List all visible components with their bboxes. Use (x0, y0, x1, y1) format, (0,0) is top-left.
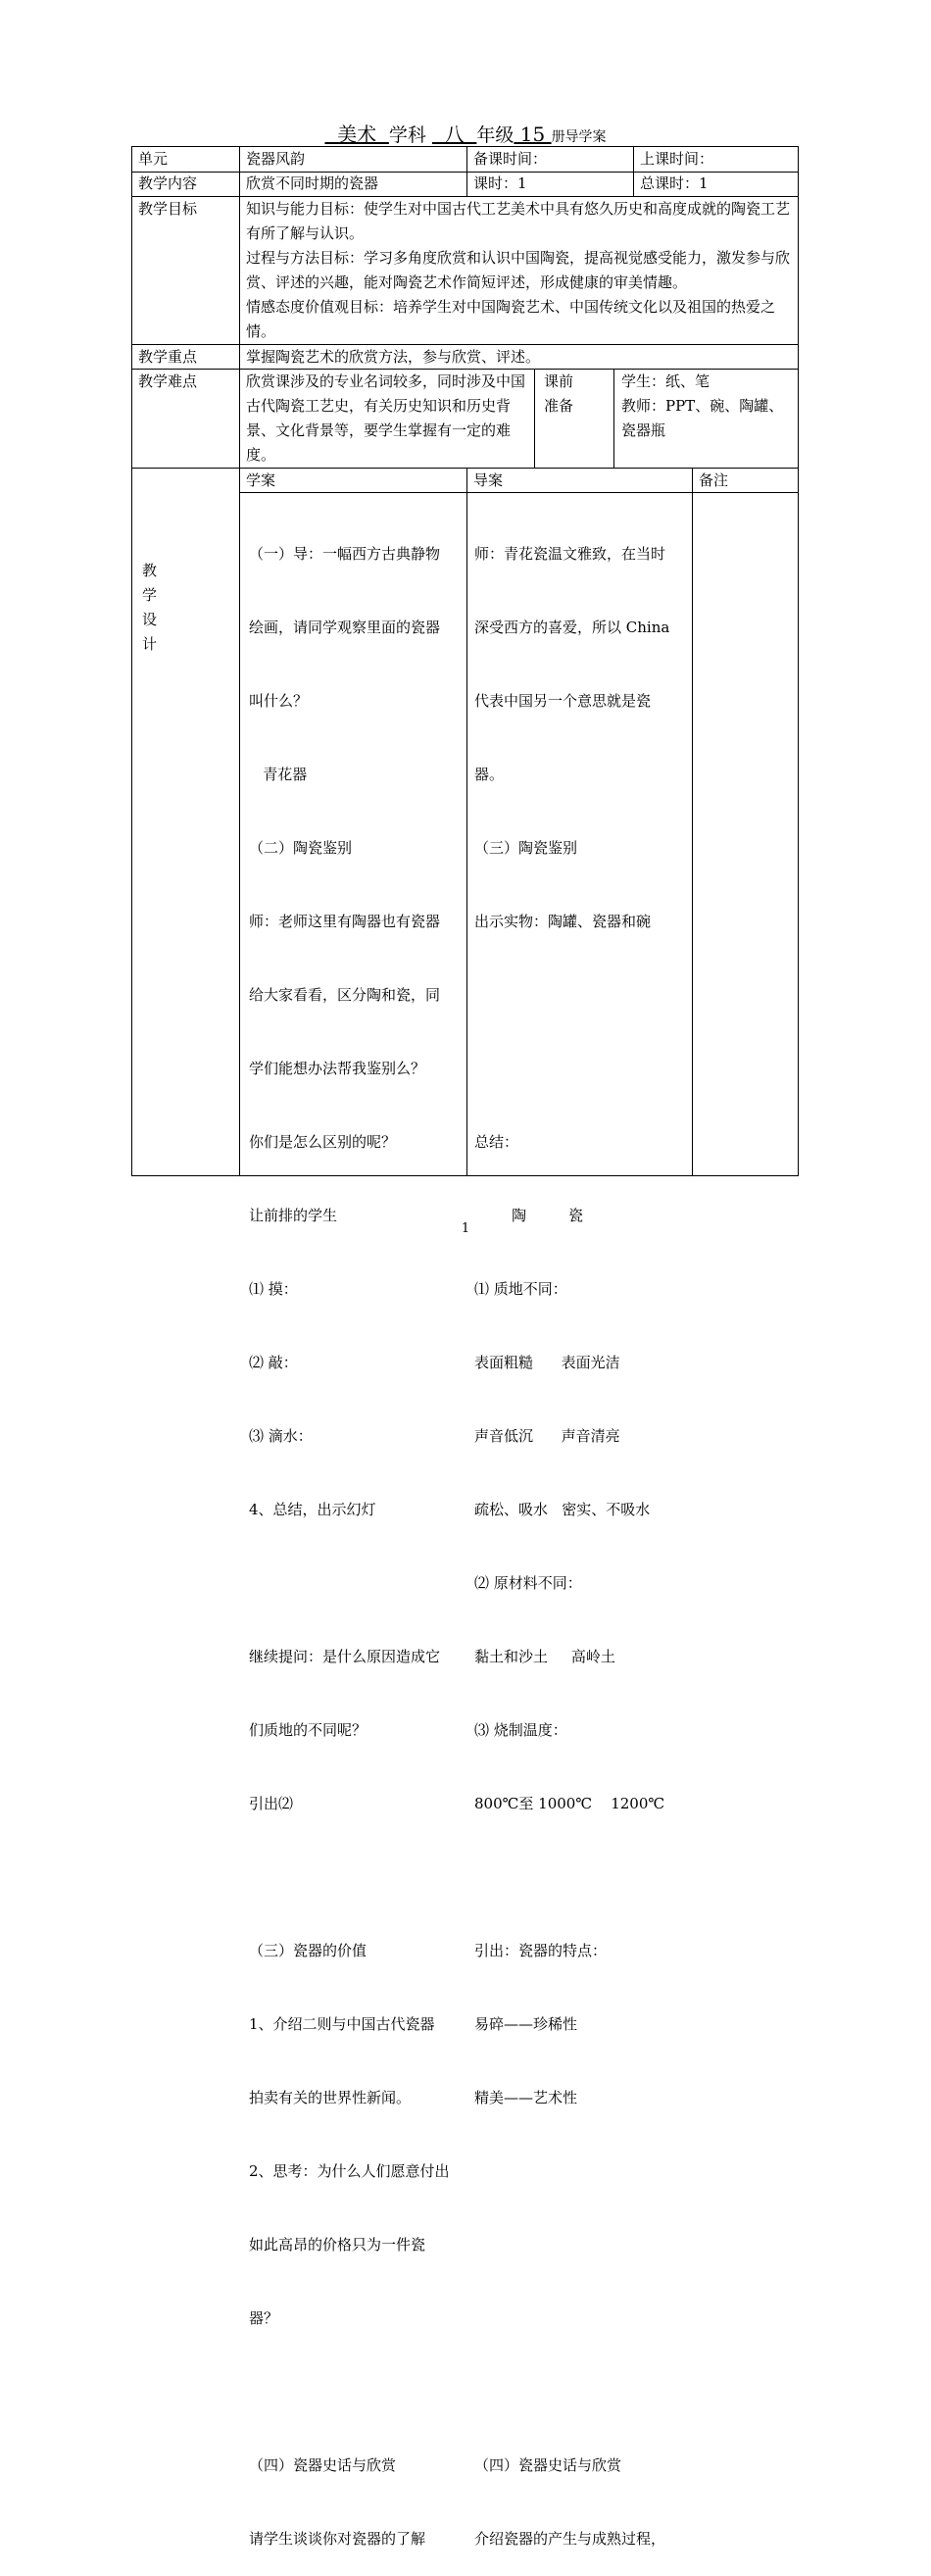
subject-suffix: 学科 (388, 124, 426, 146)
study-column (240, 493, 466, 2548)
prep-label-line-1: 课前 (544, 372, 574, 390)
difficulties-label: 教学难点 (138, 372, 198, 390)
study-line: 们质地的不同呢？ (249, 1721, 368, 1739)
guide-line: 800℃至 1000℃ 1200℃ (474, 1795, 665, 1812)
goal-knowledge: 知识与能力目标：使学生对中国古代工艺美术中具有悠久历史和高度成就的陶瓷工艺有所了解与认识。 (246, 200, 791, 242)
study-line: 给大家看看，区分陶和瓷，同 (249, 986, 441, 1004)
content-value: 欣赏不同时期的瓷器 (246, 174, 379, 192)
prep-teacher: 教师：PPT、碗、陶罐、瓷器瓶 (621, 397, 784, 439)
guide-line: ⑴ 质地不同： (474, 1280, 567, 1298)
study-line: ⑶ 滴水： (249, 1427, 313, 1445)
guide-line (474, 1865, 686, 1890)
periods-label: 课时：1 (473, 174, 527, 192)
guide-line: ⑶ 烧制温度： (474, 1721, 567, 1739)
guide-line: 师：青花瓷温文雅致，在当时 (474, 545, 666, 563)
guide-line: 介绍瓷器的产生与成熟过程， (474, 2530, 666, 2548)
guide-line: 疏松、吸水 密实、不吸水 (474, 1501, 651, 1518)
grade-suffix: 年级 (476, 124, 514, 146)
content-label: 教学内容 (138, 174, 198, 192)
study-line: 继续提问：是什么原因造成它 (249, 1648, 441, 1665)
study-line: 绘画，请同学观察里面的瓷器 (249, 619, 441, 636)
key-points-value: 掌握陶瓷艺术的欣赏方法，参与欣赏、评述。 (246, 348, 541, 366)
guide-line: 黏土和沙土 高岭土 (474, 1648, 615, 1665)
col-study-header: 学案 (246, 471, 276, 489)
class-time-label: 上课时间： (640, 150, 714, 168)
prep-students: 学生：纸、笔 (621, 372, 710, 390)
design-label-char: 学 (142, 586, 158, 604)
study-line: 你们是怎么区别的呢？ (249, 1133, 397, 1151)
guide-column (467, 493, 692, 2548)
guide-line (474, 1057, 686, 1081)
study-line (249, 1865, 461, 1890)
unit-value: 瓷器风韵 (246, 150, 306, 168)
guide-line: 引出：瓷器的特点： (474, 1942, 608, 1959)
study-line: （二）陶瓷鉴别 (249, 839, 353, 857)
guide-line: ⑵ 原材料不同： (474, 1574, 582, 1592)
study-line: 引出⑵ (249, 1795, 294, 1812)
study-line: 师：老师这里有陶器也有瓷器 (249, 913, 441, 930)
guide-line: 声音低沉 声音清亮 (474, 1427, 620, 1445)
design-label-char: 计 (142, 635, 158, 653)
grade-field: 八 (431, 123, 477, 146)
guide-line: 器。 (474, 766, 505, 783)
study-line (249, 2380, 461, 2404)
prep-materials (614, 370, 798, 468)
study-line: 学们能想办法帮我鉴别么？ (249, 1060, 426, 1077)
study-line: 2、思考：为什么人们愿意付出 (249, 2162, 450, 2180)
guide-line: 深受西方的喜爱，所以 China (474, 619, 670, 636)
study-line: 拍卖有关的世界性新闻。 (249, 2089, 412, 2106)
guide-line (474, 983, 686, 1008)
col-notes-header: 备注 (699, 471, 729, 489)
study-line: 青花器 (249, 766, 308, 783)
guide-line: 表面粗糙 表面光洁 (474, 1354, 620, 1371)
page-number: 1 (461, 1221, 470, 1236)
study-line (249, 1571, 461, 1596)
guide-line (474, 2380, 686, 2404)
study-line: 让前排的学生 (249, 1207, 338, 1224)
subject-field: 美术 (324, 123, 389, 146)
guide-line: 总结： (474, 1133, 519, 1151)
difficulties-value: 欣赏课涉及的专业名词较多，同时涉及中国古代陶瓷工艺史，有关历史知识和历史背景、文化背景等，要学生掌握有一定的难度。 (246, 372, 526, 464)
study-line: （一）导：一幅西方古典静物 (249, 545, 441, 563)
volume-field: 15 (514, 123, 552, 146)
study-line: 如此高昂的价格只为一件瓷 (249, 2236, 426, 2254)
study-line: （四）瓷器史话与欣赏 (249, 2456, 397, 2474)
design-label-char: 教 (142, 562, 158, 579)
study-line: ⑴ 摸： (249, 1280, 298, 1298)
key-points-label: 教学重点 (138, 348, 198, 366)
prep-label (535, 370, 613, 468)
design-label-char: 设 (142, 611, 158, 628)
prep-time-label: 备课时间： (473, 150, 548, 168)
guide-line (474, 2233, 686, 2257)
guide-line: 代表中国另一个意思就是瓷 (474, 692, 652, 710)
study-line: 请学生谈谈你对瓷器的了解 (249, 2530, 426, 2548)
guide-line (474, 2306, 686, 2331)
guide-line: （四）瓷器史话与欣赏 (474, 2456, 622, 2474)
volume-suffix: 册导学案 (551, 129, 607, 145)
guide-line: 出示实物：陶罐、瓷器和碗 (474, 913, 652, 930)
guide-line: （三）陶瓷鉴别 (474, 839, 578, 857)
study-line: 叫什么？ (249, 692, 309, 710)
study-line: 器？ (249, 2309, 279, 2327)
total-periods-label: 总课时：1 (640, 174, 709, 192)
study-line: （三）瓷器的价值 (249, 1942, 368, 1959)
study-line: 4、总结，出示幻灯 (249, 1501, 376, 1518)
guide-line: 易碎——珍稀性 (474, 2015, 578, 2033)
goal-process: 过程与方法目标：学习多角度欣赏和认识中国陶瓷，提高视觉感受能力，激发参与欣赏、评述的兴趣，能对陶瓷艺术作简短评述，形成健康的审美情趣。 (246, 249, 791, 291)
guide-line: 精美——艺术性 (474, 2089, 578, 2106)
study-line: 1、介绍二则与中国古代瓷器 (249, 2015, 435, 2033)
goals-content (240, 197, 798, 344)
unit-label: 单元 (138, 150, 169, 168)
goal-emotion: 情感态度价值观目标：培养学生对中国陶瓷艺术、中国传统文化以及祖国的热爱之情。 (246, 298, 776, 340)
design-label (132, 559, 239, 667)
col-guide-header: 导案 (473, 471, 504, 489)
study-line: ⑵ 敲： (249, 1354, 298, 1371)
guide-line: 陶 瓷 (474, 1207, 584, 1224)
guide-line (474, 2159, 686, 2184)
goals-label: 教学目标 (138, 200, 198, 218)
prep-label-line-2: 准备 (544, 397, 574, 415)
